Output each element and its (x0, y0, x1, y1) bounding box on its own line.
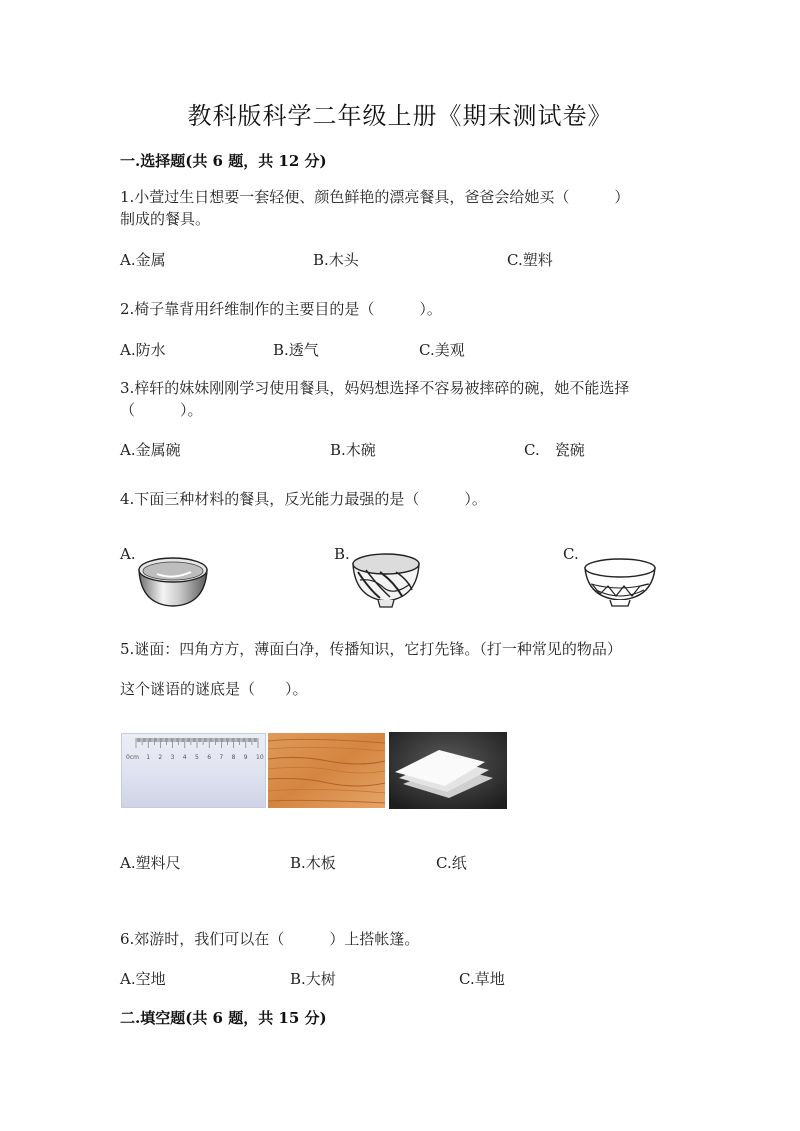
question-2-option-b: B.透气 (273, 341, 319, 359)
ruler-number: 3 (170, 754, 175, 761)
ruler-number: 8 (231, 754, 236, 761)
question-2-text: 2.椅子靠背用纤维制作的主要目的是（ ）。 (120, 300, 442, 318)
ruler-number-row (122, 754, 265, 764)
ruler-number: 5 (195, 754, 199, 761)
wooden-bowl-image (350, 550, 422, 610)
section-heading-fill-blank: 二.填空题(共 6 题，共 15 分) (120, 1009, 327, 1027)
question-6-option-c: C.草地 (459, 970, 505, 988)
question-5-line-1: 5.谜面：四角方方，薄面白净，传播知识，它打先锋。（打一种常见的物品） (120, 640, 622, 658)
question-3-line-1: 3.梓轩的妹妹刚刚学习使用餐具，妈妈想选择不容易被摔碎的碗，她不能选择 (120, 379, 630, 397)
question-5-option-b: B.木板 (290, 854, 336, 872)
question-5-line-2: 这个谜语的谜底是（ ）。 (120, 680, 308, 698)
metal-bowl-image (135, 550, 211, 608)
section-heading-choice: 一.选择题(共 6 题，共 12 分) (120, 152, 327, 170)
question-1-option-a: A.金属 (120, 251, 166, 269)
question-3-option-c: C. 瓷碗 (524, 441, 585, 459)
question-5-option-a: A.塑料尺 (120, 854, 181, 872)
question-1-option-c: C.塑料 (507, 251, 553, 269)
ruler-number: 7 (219, 754, 224, 761)
question-5-option-c: C.纸 (436, 854, 467, 872)
paper-image (389, 732, 507, 809)
ruler-number: 1 (146, 754, 151, 761)
wood-board-image (268, 733, 385, 808)
plastic-ruler-image (121, 733, 266, 808)
question-4-option-c: C. (563, 545, 579, 563)
question-4-option-a: A. (120, 545, 136, 563)
question-6-option-b: B.大树 (290, 970, 336, 988)
ruler-number: 9 (243, 754, 248, 761)
question-1-option-b: B.木头 (313, 251, 359, 269)
question-4-text: 4.下面三种材料的餐具，反光能力最强的是（ ）。 (120, 490, 487, 508)
ruler-unit-label: 0cm (126, 754, 139, 761)
question-6-text: 6.郊游时，我们可以在（ ）上搭帐篷。 (120, 930, 420, 948)
question-3-option-b: B.木碗 (330, 441, 376, 459)
question-3-option-a: A.金属碗 (120, 441, 181, 459)
question-4-option-b: B. (334, 545, 350, 563)
question-2-option-c: C.美观 (419, 341, 465, 359)
ruler-number: 10 (256, 754, 264, 761)
porcelain-bowl-image (582, 556, 658, 608)
question-1-line-1: 1.小萱过生日想要一套轻便、颜色鲜艳的漂亮餐具，爸爸会给她买（ ） (120, 188, 630, 206)
question-3-line-2: （ ）。 (120, 401, 203, 419)
ruler-number: 6 (207, 754, 212, 761)
question-6-option-a: A.空地 (120, 970, 166, 988)
page-title: 教科版科学二年级上册《期末测试卷》 (187, 102, 613, 130)
question-1-line-2: 制成的餐具。 (120, 210, 211, 228)
ruler-number: 2 (158, 754, 163, 761)
ruler-number: 4 (182, 754, 187, 761)
question-2-option-a: A.防水 (120, 341, 166, 359)
